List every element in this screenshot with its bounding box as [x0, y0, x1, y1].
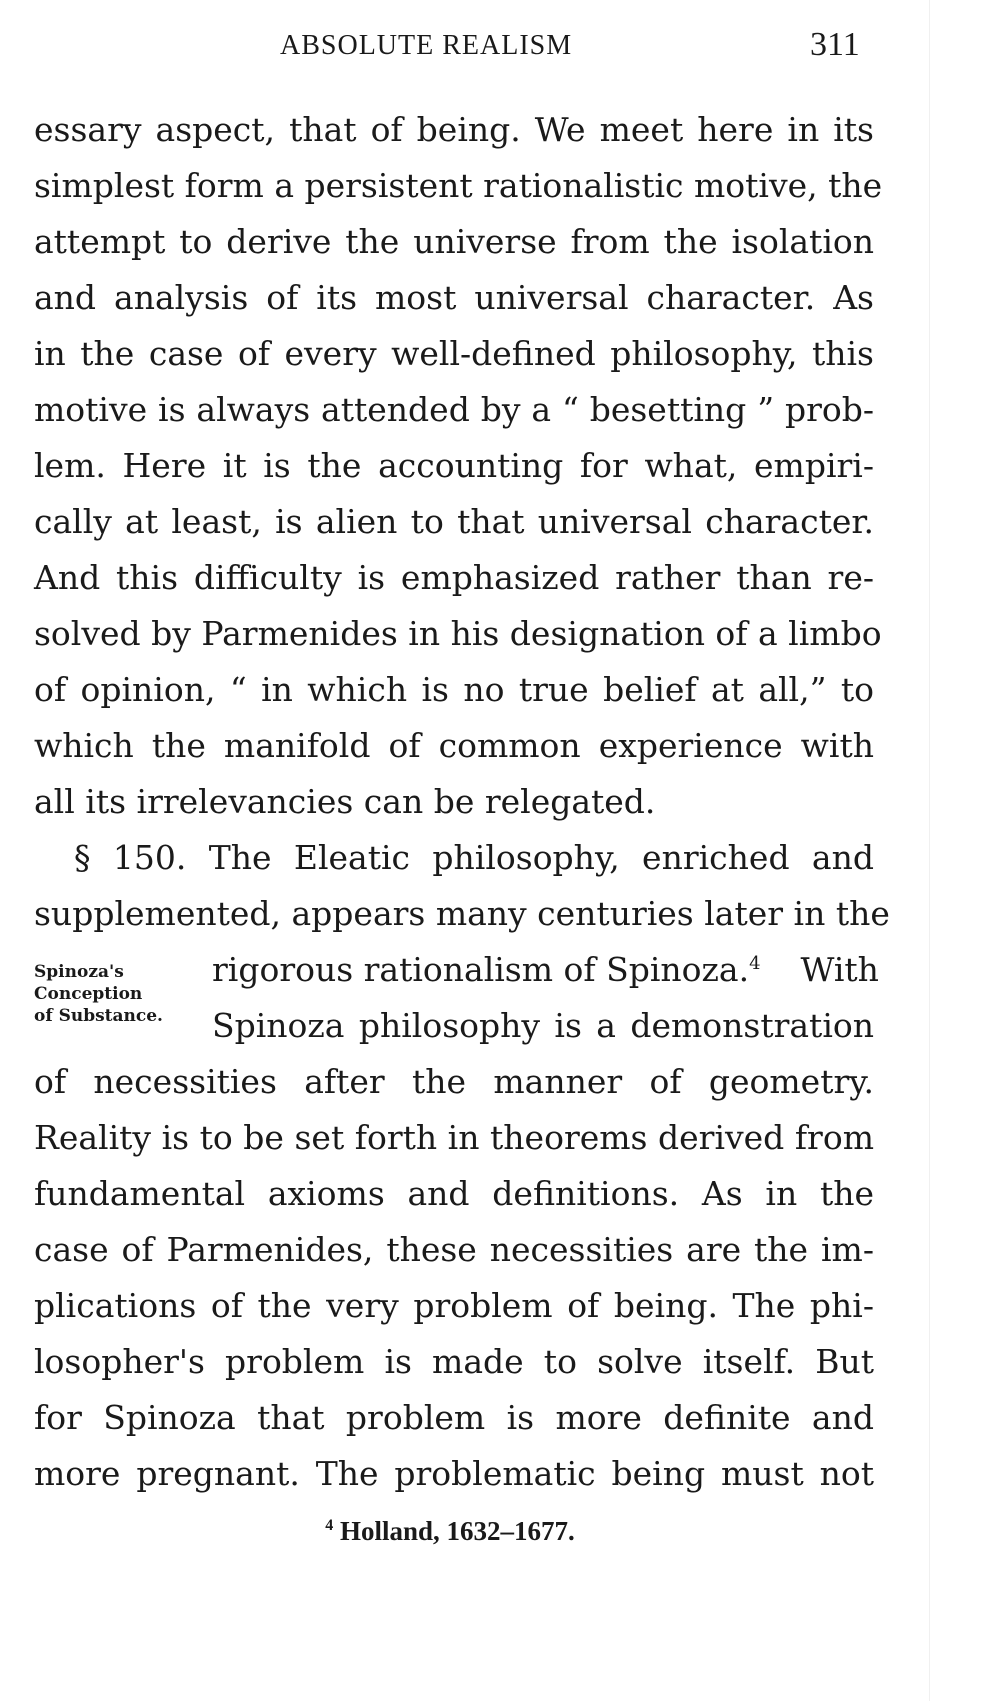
text-line: fundamental axioms and definitions. As in the [34, 1174, 874, 1213]
text-line: for Spinoza that problem is more definite and [34, 1398, 874, 1437]
text-line: lem. Here it is the accounting for what, empiri- [34, 446, 874, 485]
text-line: in the case of every well-defined philosophy, this [34, 334, 874, 373]
section-150-first-line: § 150. The Eleatic philosophy, enriched and [74, 838, 874, 877]
text-line-beside-sidenote [212, 950, 879, 990]
footnote [0, 1516, 900, 1547]
text-line: supplemented, appears many centuries later in the [34, 894, 890, 933]
text-line-beside-sidenote: Spinoza philosophy is a demonstration [212, 1006, 874, 1045]
text-line: motive is always attended by a “ besetting ” prob- [34, 390, 874, 429]
text-line: Reality is to be set forth in theorems derived from [34, 1118, 874, 1157]
footnote-reference: 4 [749, 953, 761, 974]
text-line: case of Parmenides, these necessities are the im- [34, 1230, 874, 1269]
text-line: all its irrelevancies can be relegated. [34, 782, 656, 821]
text-line: essary aspect, that of being. We meet here in its [34, 110, 874, 149]
text-line: solved by Parmenides in his designation of a limbo [34, 614, 882, 653]
text-line: of necessities after the manner of geometry. [34, 1062, 874, 1101]
text-segment: With [800, 950, 879, 989]
running-title: ABSOLUTE REALISM [280, 30, 573, 61]
page-number: 311 [810, 26, 860, 63]
text-line: plications of the very problem of being. The phi- [34, 1286, 874, 1325]
sidenote-line: Spinoza's [34, 962, 124, 982]
text-line: and analysis of its most universal character. As [34, 278, 874, 317]
text-line: And this difficulty is emphasized rather than re- [34, 558, 874, 597]
margin-sidenote [34, 961, 163, 1027]
text-line: which the manifold of common experience with [34, 726, 874, 765]
text-line: of opinion, “ in which is no true belief at all,” to [34, 670, 874, 709]
page-edge [929, 0, 930, 1701]
text-line: more pregnant. The problematic being must not [34, 1454, 874, 1493]
text-line: cally at least, is alien to that universal character. [34, 502, 874, 541]
sidenote-line: Conception [34, 984, 143, 1004]
text-line: losopher's problem is made to solve itself. But [34, 1342, 874, 1381]
text-segment: rigorous rationalism of Spinoza. [212, 950, 750, 989]
text-line: simplest form a persistent rationalistic motive, the [34, 166, 883, 205]
sidenote-line: of Substance. [34, 1006, 163, 1026]
text-line: attempt to derive the universe from the isolation [34, 222, 874, 261]
footnote-text: Holland, 1632–1677. [339, 1516, 575, 1546]
footnote-marker: 4 [325, 1517, 334, 1534]
